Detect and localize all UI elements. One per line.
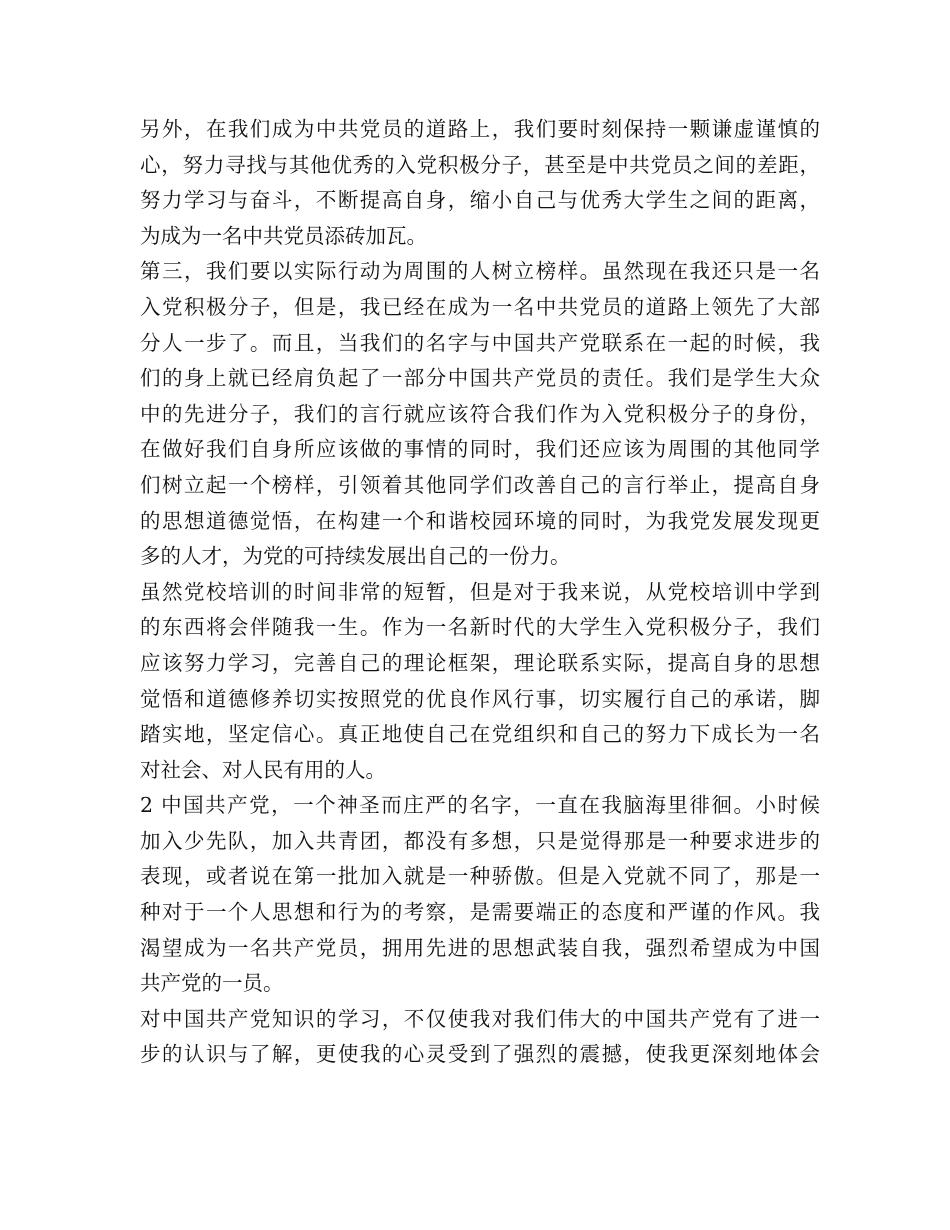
text-line: 觉悟和道德修养切实按照党的优良作风行事，切实履行自己的承诺，脚 (140, 686, 820, 711)
text-line: 表现，或者说在第一批加入就是一种骄傲。但是入党就不同了，那是一 (140, 864, 820, 889)
text-line: 共产党的一员。 (140, 971, 284, 996)
text-line: 们的身上就已经肩负起了一部分中国共产党员的责任。我们是学生大众 (140, 366, 820, 391)
text-line: 为成为一名中共党员添砖加瓦。 (140, 223, 427, 248)
text-line: 步的认识与了解，更使我的心灵受到了强烈的震撼，使我更深刻地体会 (140, 1042, 820, 1067)
text-line: 的思想道德觉悟，在构建一个和谐校园环境的同时，为我党发展发现更 (140, 508, 820, 533)
text-line: 中的先进分子，我们的言行就应该符合我们作为入党积极分子的身份， (140, 401, 820, 426)
text-line: 2 中国共产党，一个神圣而庄严的名字，一直在我脑海里徘徊。小时候 (140, 793, 820, 818)
document-body (140, 112, 820, 1073)
text-line: 第三，我们要以实际行动为周围的人树立榜样。虽然现在我还只是一名 (140, 259, 820, 284)
text-line: 在做好我们自身所应该做的事情的同时，我们还应该为周围的其他同学 (140, 437, 820, 462)
text-line: 多的人才，为党的可持续发展出自己的一份力。 (140, 544, 571, 569)
text-line: 入党积极分子，但是，我已经在成为一名中共党员的道路上领先了大部 (140, 294, 820, 319)
text-line: 踏实地，坚定信心。真正地使自己在党组织和自己的努力下成长为一名 (140, 722, 820, 747)
text-line: 种对于一个人思想和行为的考察，是需要端正的态度和严谨的作风。我 (140, 900, 820, 925)
text-line: 心，努力寻找与其他优秀的入党积极分子，甚至是中共党员之间的差距， (140, 152, 820, 177)
text-line: 对社会、对人民有用的人。 (140, 757, 386, 782)
text-line: 应该努力学习，完善自己的理论框架，理论联系实际，提高自身的思想 (140, 650, 820, 675)
text-line: 的东西将会伴随我一生。作为一名新时代的大学生入党积极分子，我们 (140, 615, 820, 640)
text-line: 分人一步了。而且，当我们的名字与中国共产党联系在一起的时候，我 (140, 330, 820, 355)
text-line: 努力学习与奋斗，不断提高自身，缩小自己与优秀大学生之间的距离， (140, 188, 820, 213)
text-line: 对中国共产党知识的学习，不仅使我对我们伟大的中国共产党有了进一 (140, 1006, 820, 1031)
text-line: 加入少先队，加入共青团，都没有多想，只是觉得那是一种要求进步的 (140, 828, 820, 853)
text-line: 虽然党校培训的时间非常的短暂，但是对于我来说，从党校培训中学到 (140, 579, 820, 604)
text-line: 渴望成为一名共产党员，拥用先进的思想武装自我，强烈希望成为中国 (140, 935, 820, 960)
text-line: 另外，在我们成为中共党员的道路上，我们要时刻保持一颗谦虚谨慎的 (140, 117, 820, 141)
text-line: 们树立起一个榜样，引领着其他同学们改善自己的言行举止，提高自身 (140, 472, 820, 497)
